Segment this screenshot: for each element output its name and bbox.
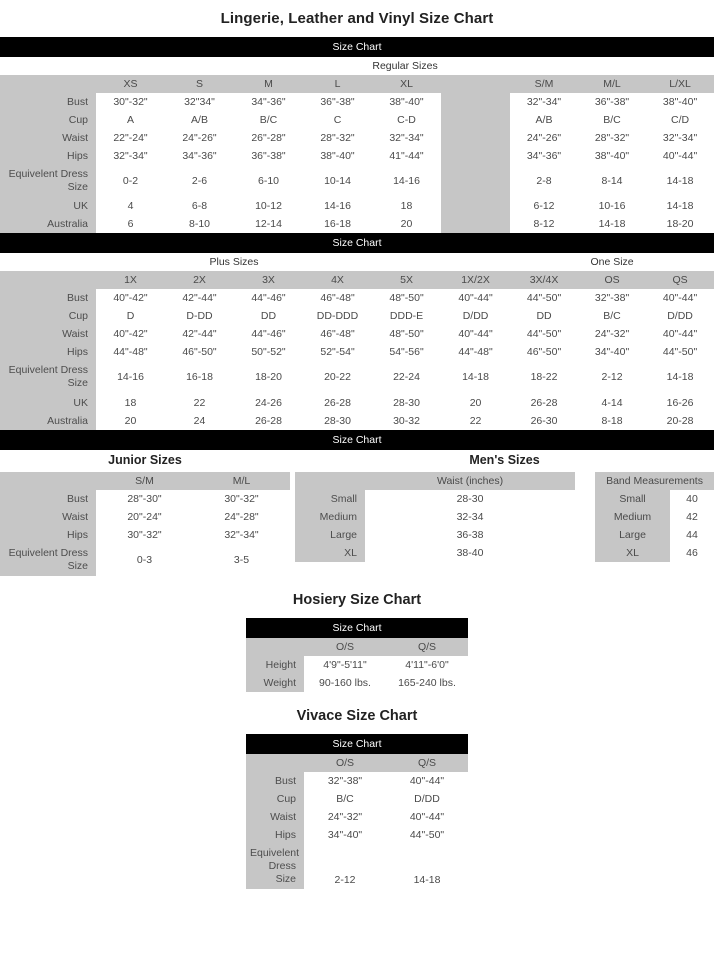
table-row bbox=[0, 93, 714, 111]
mens-waist-header: Waist (inches) bbox=[365, 472, 575, 490]
plus-col-2x: 2X bbox=[165, 271, 234, 289]
cell: 18-22 bbox=[510, 361, 578, 393]
cell: 2-6 bbox=[165, 165, 234, 197]
mens-sizes-block bbox=[290, 450, 714, 576]
cell bbox=[441, 197, 510, 215]
row-label-weight: Weight bbox=[246, 674, 304, 692]
cell: 14-18 bbox=[386, 844, 468, 889]
band-label-large: Large bbox=[595, 526, 670, 544]
table-row bbox=[246, 808, 468, 826]
row-label-uk: UK bbox=[0, 197, 96, 215]
cell: 20-28 bbox=[646, 412, 714, 430]
regular-col-gap bbox=[441, 75, 510, 93]
band-label-xl: XL bbox=[595, 544, 670, 562]
cell: 22 bbox=[441, 412, 510, 430]
row-label-medium: Medium bbox=[295, 508, 365, 526]
row-label-bust: Bust bbox=[246, 772, 304, 790]
cell: 32-34 bbox=[365, 508, 575, 526]
cell: 36"-38" bbox=[578, 93, 646, 111]
cell: 36"-38" bbox=[234, 147, 303, 165]
cell: 8-12 bbox=[510, 215, 578, 233]
vivace-block bbox=[246, 734, 468, 889]
cell: D/DD bbox=[386, 790, 468, 808]
band-label-small: Small bbox=[595, 490, 670, 508]
cell: 40"-44" bbox=[646, 289, 714, 307]
cell: B/C bbox=[578, 307, 646, 325]
hosiery-size-chart-band: Size Chart bbox=[246, 618, 468, 638]
plus-col-5x: 5X bbox=[372, 271, 441, 289]
table-row bbox=[246, 844, 468, 889]
row-label-waist: Waist bbox=[0, 325, 96, 343]
junior-corner-cell bbox=[0, 472, 96, 490]
mens-band-header: Band Measurements bbox=[595, 472, 714, 490]
cell: 44"-48" bbox=[441, 343, 510, 361]
plus-heading-left: Plus Sizes bbox=[96, 253, 372, 271]
mens-gap bbox=[575, 508, 595, 526]
junior-col-ml: M/L bbox=[193, 472, 290, 490]
mens-gap bbox=[575, 526, 595, 544]
cell bbox=[441, 129, 510, 147]
cell: C-D bbox=[372, 111, 441, 129]
plus-col-3x: 3X bbox=[234, 271, 303, 289]
row-label-waist: Waist bbox=[246, 808, 304, 826]
cell: 24-26 bbox=[234, 394, 303, 412]
cell: 44"-46" bbox=[234, 325, 303, 343]
cell bbox=[441, 93, 510, 111]
table-row bbox=[0, 508, 290, 526]
cell: D bbox=[96, 307, 165, 325]
row-label-dress-size: Equivelent Dress Size bbox=[0, 361, 96, 393]
cell: 14-16 bbox=[372, 165, 441, 197]
cell: 18 bbox=[96, 394, 165, 412]
cell: 32"-38" bbox=[578, 289, 646, 307]
plus-col-1x: 1X bbox=[96, 271, 165, 289]
cell: 36"-38" bbox=[303, 93, 372, 111]
cell: 10-14 bbox=[303, 165, 372, 197]
plus-heading-right: One Size bbox=[510, 253, 714, 271]
cell: 10-12 bbox=[234, 197, 303, 215]
cell: 38"-40" bbox=[372, 93, 441, 111]
cell: 36-38 bbox=[365, 526, 575, 544]
regular-col-s: S bbox=[165, 75, 234, 93]
cell: 14-18 bbox=[646, 361, 714, 393]
cell: 24"-32" bbox=[304, 808, 386, 826]
cell: 4 bbox=[96, 197, 165, 215]
row-label-dress-size: Equivelent Dress Size bbox=[0, 544, 96, 576]
junior-heading: Junior Sizes bbox=[0, 450, 290, 472]
cell: 30-32 bbox=[372, 412, 441, 430]
plus-sizes-table bbox=[0, 253, 714, 429]
table-row bbox=[295, 526, 714, 544]
cell: 42"-44" bbox=[165, 325, 234, 343]
cell: 14-16 bbox=[96, 361, 165, 393]
cell: 14-18 bbox=[441, 361, 510, 393]
table-row bbox=[0, 111, 714, 129]
row-label-dress-size: Equivelent Dress Size bbox=[246, 844, 304, 889]
cell bbox=[441, 111, 510, 129]
cell: 0-3 bbox=[96, 544, 193, 576]
row-label-bust: Bust bbox=[0, 490, 96, 508]
vivace-corner-cell bbox=[246, 754, 304, 772]
cell: B/C bbox=[578, 111, 646, 129]
hosiery-corner-cell bbox=[246, 638, 304, 656]
table-row bbox=[0, 129, 714, 147]
row-label-hips: Hips bbox=[0, 526, 96, 544]
table-row bbox=[246, 772, 468, 790]
cell: 26"-28" bbox=[234, 129, 303, 147]
table-row bbox=[0, 289, 714, 307]
regular-col-ml: M/L bbox=[578, 75, 646, 93]
row-label-bust: Bust bbox=[0, 93, 96, 111]
cell: 14-16 bbox=[303, 197, 372, 215]
cell: 28"-30" bbox=[96, 490, 193, 508]
cell: A/B bbox=[510, 111, 578, 129]
vivace-col-os: O/S bbox=[304, 754, 386, 772]
regular-col-xs: XS bbox=[96, 75, 165, 93]
cell: 26-30 bbox=[510, 412, 578, 430]
table-row bbox=[246, 826, 468, 844]
cell: 52"-54" bbox=[303, 343, 372, 361]
cell: 26-28 bbox=[510, 394, 578, 412]
cell: 32"-34" bbox=[646, 129, 714, 147]
cell: 46"-50" bbox=[165, 343, 234, 361]
cell: 16-18 bbox=[303, 215, 372, 233]
hosiery-table bbox=[246, 638, 468, 692]
cell: 40"-44" bbox=[646, 147, 714, 165]
row-label-cup: Cup bbox=[0, 307, 96, 325]
row-label-waist: Waist bbox=[0, 129, 96, 147]
cell: 4'11"-6'0" bbox=[386, 656, 468, 674]
cell: 38"-40" bbox=[646, 93, 714, 111]
regular-col-lxl: L/XL bbox=[646, 75, 714, 93]
cell: DD bbox=[510, 307, 578, 325]
cell: 24"-28" bbox=[193, 508, 290, 526]
cell: 54"-56" bbox=[372, 343, 441, 361]
cell: 34"-36" bbox=[510, 147, 578, 165]
row-label-uk: UK bbox=[0, 394, 96, 412]
cell: 8-14 bbox=[578, 165, 646, 197]
table-row bbox=[0, 325, 714, 343]
cell: 20-22 bbox=[303, 361, 372, 393]
vivace-table bbox=[246, 754, 468, 889]
cell: 41"-44" bbox=[372, 147, 441, 165]
mens-corner-cell bbox=[295, 472, 365, 490]
cell: 46"-48" bbox=[303, 289, 372, 307]
cell: 40 bbox=[670, 490, 714, 508]
cell: C/D bbox=[646, 111, 714, 129]
cell: 32"-38" bbox=[304, 772, 386, 790]
size-chart-page bbox=[0, 10, 714, 889]
row-label-height: Height bbox=[246, 656, 304, 674]
cell: 2-8 bbox=[510, 165, 578, 197]
mens-sizes-table bbox=[295, 472, 714, 562]
table-row bbox=[0, 394, 714, 412]
table-row bbox=[295, 490, 714, 508]
cell: 48"-50" bbox=[372, 289, 441, 307]
cell: 24"-26" bbox=[165, 129, 234, 147]
cell: 6-8 bbox=[165, 197, 234, 215]
cell: 26-28 bbox=[234, 412, 303, 430]
mens-gap bbox=[575, 490, 595, 508]
cell: 44"-50" bbox=[510, 325, 578, 343]
cell: C bbox=[303, 111, 372, 129]
table-row bbox=[246, 674, 468, 692]
row-label-hips: Hips bbox=[246, 826, 304, 844]
cell: 24"-26" bbox=[510, 129, 578, 147]
regular-col-xl: XL bbox=[372, 75, 441, 93]
cell: 4-14 bbox=[578, 394, 646, 412]
vivace-title: Vivace Size Chart bbox=[296, 707, 418, 724]
regular-col-l: L bbox=[303, 75, 372, 93]
cell: 24 bbox=[165, 412, 234, 430]
hosiery-col-qs: Q/S bbox=[386, 638, 468, 656]
cell: 38"-40" bbox=[303, 147, 372, 165]
cell: 38-40 bbox=[365, 544, 575, 562]
table-row bbox=[0, 197, 714, 215]
cell: 40"-44" bbox=[646, 325, 714, 343]
cell: 32"-34" bbox=[96, 147, 165, 165]
cell: 18-20 bbox=[646, 215, 714, 233]
cell: 0-2 bbox=[96, 165, 165, 197]
cell: 20 bbox=[441, 394, 510, 412]
cell: D-DD bbox=[165, 307, 234, 325]
hosiery-col-os: O/S bbox=[304, 638, 386, 656]
table-row bbox=[246, 790, 468, 808]
vivace-col-qs: Q/S bbox=[386, 754, 468, 772]
cell: 6-10 bbox=[234, 165, 303, 197]
plus-col-4x: 4X bbox=[303, 271, 372, 289]
junior-sizes-table bbox=[0, 472, 290, 576]
row-label-waist: Waist bbox=[0, 508, 96, 526]
cell: 90-160 lbs. bbox=[304, 674, 386, 692]
cell: 44"-50" bbox=[646, 343, 714, 361]
cell: A bbox=[96, 111, 165, 129]
cell: DDD-E bbox=[372, 307, 441, 325]
regular-col-sm: S/M bbox=[510, 75, 578, 93]
cell: 16-18 bbox=[165, 361, 234, 393]
junior-sizes-block bbox=[0, 450, 290, 576]
row-label-cup: Cup bbox=[246, 790, 304, 808]
regular-corner-cell bbox=[0, 75, 96, 93]
cell: 38"-40" bbox=[578, 147, 646, 165]
row-label-cup: Cup bbox=[0, 111, 96, 129]
table-row bbox=[0, 361, 714, 393]
regular-heading: Regular Sizes bbox=[96, 57, 714, 75]
row-label-hips: Hips bbox=[0, 147, 96, 165]
cell: 30"-32" bbox=[96, 93, 165, 111]
table-row bbox=[0, 307, 714, 325]
cell: 26-28 bbox=[303, 394, 372, 412]
regular-sizes-table bbox=[0, 57, 714, 233]
cell: 22"-24" bbox=[96, 129, 165, 147]
cell: 40"-44" bbox=[441, 325, 510, 343]
cell: 40"-44" bbox=[386, 808, 468, 826]
cell: 22-24 bbox=[372, 361, 441, 393]
regular-heading-spacer bbox=[0, 57, 96, 75]
table-row bbox=[0, 490, 290, 508]
hosiery-column-header-row bbox=[246, 638, 468, 656]
hosiery-block bbox=[246, 618, 468, 692]
cell: 40"-42" bbox=[96, 325, 165, 343]
table-row bbox=[0, 526, 290, 544]
vivace-size-chart-band: Size Chart bbox=[246, 734, 468, 754]
cell: 20 bbox=[96, 412, 165, 430]
row-label-small: Small bbox=[295, 490, 365, 508]
cell: 42"-44" bbox=[165, 289, 234, 307]
vivace-column-header-row bbox=[246, 754, 468, 772]
cell: 40"-44" bbox=[441, 289, 510, 307]
cell: 8-18 bbox=[578, 412, 646, 430]
row-label-large: Large bbox=[295, 526, 365, 544]
mens-gap bbox=[575, 544, 595, 562]
plus-column-header-row bbox=[0, 271, 714, 289]
mens-heading: Men's Sizes bbox=[295, 450, 714, 472]
cell: 2-12 bbox=[304, 844, 386, 889]
plus-col-3x4x: 3X/4X bbox=[510, 271, 578, 289]
hosiery-title: Hosiery Size Chart bbox=[292, 591, 422, 608]
page-title: Lingerie, Leather and Vinyl Size Chart bbox=[220, 10, 494, 27]
cell: 20"-24" bbox=[96, 508, 193, 526]
cell: 4'9"-5'11" bbox=[304, 656, 386, 674]
cell: 32"34" bbox=[165, 93, 234, 111]
cell: 44"-50" bbox=[510, 289, 578, 307]
cell: 14-18 bbox=[578, 215, 646, 233]
cell: 20 bbox=[372, 215, 441, 233]
cell: DD bbox=[234, 307, 303, 325]
row-label-xl: XL bbox=[295, 544, 365, 562]
cell: 30"-32" bbox=[193, 490, 290, 508]
cell bbox=[441, 165, 510, 197]
cell: 44"-50" bbox=[386, 826, 468, 844]
cell: 22 bbox=[165, 394, 234, 412]
cell: 6 bbox=[96, 215, 165, 233]
cell: 34"-36" bbox=[234, 93, 303, 111]
cell: 46"-50" bbox=[510, 343, 578, 361]
cell: 8-10 bbox=[165, 215, 234, 233]
junior-mens-row bbox=[0, 450, 714, 576]
cell: 44 bbox=[670, 526, 714, 544]
cell: 28-30 bbox=[372, 394, 441, 412]
cell: 32"-34" bbox=[372, 129, 441, 147]
junior-col-sm: S/M bbox=[96, 472, 193, 490]
regular-size-chart-band: Size Chart bbox=[0, 37, 714, 57]
table-row bbox=[0, 343, 714, 361]
plus-heading-row bbox=[0, 253, 714, 271]
cell: 32"-34" bbox=[510, 93, 578, 111]
cell: 24"-32" bbox=[578, 325, 646, 343]
cell: 48"-50" bbox=[372, 325, 441, 343]
cell: 28"-32" bbox=[578, 129, 646, 147]
cell: 2-12 bbox=[578, 361, 646, 393]
junior-column-header-row bbox=[0, 472, 290, 490]
cell: 34"-40" bbox=[578, 343, 646, 361]
cell: 28-30 bbox=[303, 412, 372, 430]
plus-corner-cell bbox=[0, 271, 96, 289]
cell: 40"-44" bbox=[386, 772, 468, 790]
cell: B/C bbox=[234, 111, 303, 129]
plus-col-1x2x: 1X/2X bbox=[441, 271, 510, 289]
cell: 18-20 bbox=[234, 361, 303, 393]
cell bbox=[441, 147, 510, 165]
cell: 28-30 bbox=[365, 490, 575, 508]
cell: A/B bbox=[165, 111, 234, 129]
table-row bbox=[295, 544, 714, 562]
cell: 44"-48" bbox=[96, 343, 165, 361]
regular-col-m: M bbox=[234, 75, 303, 93]
cell: 18 bbox=[372, 197, 441, 215]
cell: DD-DDD bbox=[303, 307, 372, 325]
cell: D/DD bbox=[646, 307, 714, 325]
cell: 42 bbox=[670, 508, 714, 526]
mens-gap bbox=[575, 472, 595, 490]
band-label-medium: Medium bbox=[595, 508, 670, 526]
cell: 50"-52" bbox=[234, 343, 303, 361]
cell: D/DD bbox=[441, 307, 510, 325]
regular-column-header-row bbox=[0, 75, 714, 93]
cell bbox=[441, 215, 510, 233]
row-label-hips: Hips bbox=[0, 343, 96, 361]
cell: 28"-32" bbox=[303, 129, 372, 147]
plus-col-os: OS bbox=[578, 271, 646, 289]
cell: 40"-42" bbox=[96, 289, 165, 307]
cell: 46 bbox=[670, 544, 714, 562]
table-row bbox=[0, 147, 714, 165]
row-label-bust: Bust bbox=[0, 289, 96, 307]
cell: 16-26 bbox=[646, 394, 714, 412]
row-label-australia: Australia bbox=[0, 215, 96, 233]
cell: 14-18 bbox=[646, 165, 714, 197]
cell: 32"-34" bbox=[193, 526, 290, 544]
table-row bbox=[0, 544, 290, 576]
regular-heading-row bbox=[0, 57, 714, 75]
cell: 10-16 bbox=[578, 197, 646, 215]
cell: 34"-36" bbox=[165, 147, 234, 165]
table-row bbox=[295, 508, 714, 526]
cell: B/C bbox=[304, 790, 386, 808]
cell: 165-240 lbs. bbox=[386, 674, 468, 692]
plus-col-qs: QS bbox=[646, 271, 714, 289]
cell: 46"-48" bbox=[303, 325, 372, 343]
plus-heading-spacer bbox=[0, 253, 96, 271]
cell: 6-12 bbox=[510, 197, 578, 215]
table-row bbox=[0, 412, 714, 430]
cell: 3-5 bbox=[193, 544, 290, 576]
cell: 12-14 bbox=[234, 215, 303, 233]
table-row bbox=[0, 215, 714, 233]
cell: 14-18 bbox=[646, 197, 714, 215]
junior-mens-size-chart-band: Size Chart bbox=[0, 430, 714, 450]
plus-size-chart-band: Size Chart bbox=[0, 233, 714, 253]
table-row bbox=[246, 656, 468, 674]
row-label-dress-size: Equivelent Dress Size bbox=[0, 165, 96, 197]
row-label-australia: Australia bbox=[0, 412, 96, 430]
cell: 34"-40" bbox=[304, 826, 386, 844]
table-row bbox=[0, 165, 714, 197]
cell: 30"-32" bbox=[96, 526, 193, 544]
plus-heading-gap bbox=[372, 253, 510, 271]
cell: 44"-46" bbox=[234, 289, 303, 307]
mens-column-header-row bbox=[295, 472, 714, 490]
